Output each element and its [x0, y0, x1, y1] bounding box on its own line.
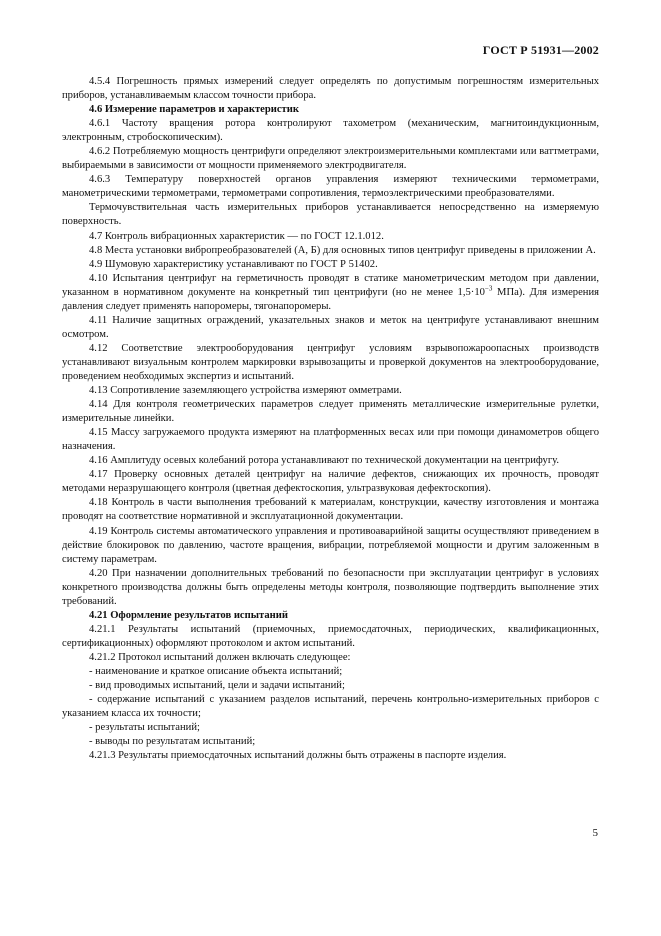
paragraph: 4.18 Контроль в части выполнения требований к материалам, конструкции, качеству изготовления и монтажа проводят на соответствие нормативной и эксплуатационной документации.: [62, 497, 599, 523]
paragraph: 4.20 При назначении дополнительных требований по безопасности при эксплуатации центрифуг в условиях конкретного производства должны быть определены методы контроля, позволяющие подтвердить выполнение этих требований.: [62, 567, 599, 607]
paragraph: 4.15 Массу загружаемого продукта измеряют на платформенных весах или при помощи динамометров общего назначения.: [62, 427, 599, 453]
paragraph: 4.8 Места установки вибропреобразователей (А, Б) для основных типов центрифуг приведены в приложении А.: [89, 244, 596, 256]
paragraph: 4.5.4 Погрешность прямых измерений следует определять по допустимым погрешностям измерительных приборов, устанавливаемым классом точности прибора.: [62, 76, 599, 102]
document-header: ГОСТ Р 51931—2002: [482, 43, 599, 57]
paragraph: 4.14 Для контроля геометрических параметров следует применять металлические измерительные рулетки, измерительные линейки.: [62, 399, 599, 425]
paragraph: 4.11 Наличие защитных ограждений, указательных знаков и меток на центрифуге устанавливают внешним осмотром.: [62, 314, 599, 340]
page-number: 5: [592, 827, 598, 839]
paragraph: 4.13 Сопротивление заземляющего устройства измеряют омметрами.: [89, 385, 402, 397]
paragraph: - содержание испытаний с указанием разделов испытаний, перечень контрольно-измерительных приборов с указанием класса их точности;: [62, 694, 599, 720]
paragraph: 4.21.2 Протокол испытаний должен включать следующее:: [89, 651, 351, 663]
paragraph: - наименование и краткое описание объекта испытаний;: [89, 665, 343, 677]
paragraph: 4.21.3 Результаты приемосдаточных испытаний должны быть отражены в паспорте изделия.: [89, 750, 507, 762]
paragraph-text: МПа). Для измерения давления следует применять напоромеры, тягонапоромеры.: [62, 286, 599, 312]
paragraph-text: 4.10 Испытания центрифуг на герметичность проводят в статике манометрическим методом при давлении, указанном в нормативном документе на конкретный тип центрифуги (но не менее 1,5·10: [62, 272, 599, 298]
paragraph: 4.6.2 Потребляемую мощность центрифуги определяют электроизмерительными комплектами или ваттметрами, выбираемыми в зависимости от мощности применяемого электродвигателя.: [62, 146, 599, 172]
paragraph: 4.7 Контроль вибрационных характеристик — по ГОСТ 12.1.012.: [89, 230, 384, 242]
superscript: −3: [484, 284, 493, 293]
section-heading: 4.21 Оформление результатов испытаний: [89, 609, 288, 621]
section-heading: 4.6 Измерение параметров и характеристик: [89, 104, 299, 116]
paragraph: 4.12 Соответствие электрооборудования центрифуг условиям взрывопожароопасных производств устанавливают визуальным контролем маркировки взрывозащиты и проверкой документов на электрооборудование, проведением необходимых экспертиз и испытаний.: [62, 342, 599, 382]
paragraph: - вид проводимых испытаний, цели и задачи испытаний;: [89, 680, 345, 692]
paragraph: 4.6.1 Частоту вращения ротора контролируют тахометром (механическим, магнитоиндукционным, электронным, стробоскопическим).: [62, 118, 599, 144]
paragraph: [62, 272, 599, 314]
paragraph: - результаты испытаний;: [89, 722, 200, 734]
document-body: [62, 75, 599, 763]
paragraph: Термочувствительная часть измерительных приборов устанавливается непосредственно на измеряемую поверхность.: [62, 202, 599, 228]
paragraph: 4.19 Контроль системы автоматического управления и противоаварийной защиты осуществляют приведением в действие блокировок по давлению, частоте вращения, вибрации, потребляемой мощности и другим заложенным в систему параметрам.: [62, 525, 599, 565]
paragraph: - выводы по результатам испытаний;: [89, 736, 256, 748]
paragraph: 4.16 Амплитуду осевых колебаний ротора устанавливают по технической документации на центрифугу.: [89, 455, 560, 467]
paragraph: 4.17 Проверку основных деталей центрифуг на наличие дефектов, снижающих их прочность, проводят методами неразрушающего контроля (цветная дефектоскопия, ультразвуковая дефектоскопия).: [62, 469, 599, 495]
paragraph: 4.6.3 Температуру поверхностей органов управления измеряют техническими термометрами, манометрическими термометрами, термометрами сопротивления, термоэлектрическими преобразователями.: [62, 174, 599, 200]
paragraph: 4.9 Шумовую характеристику устанавливают по ГОСТ Р 51402.: [89, 258, 378, 270]
paragraph: 4.21.1 Результаты испытаний (приемочных, приемосдаточных, периодических, квалификационных, сертификационных) оформляют протоколом и актом испытаний.: [62, 623, 599, 649]
